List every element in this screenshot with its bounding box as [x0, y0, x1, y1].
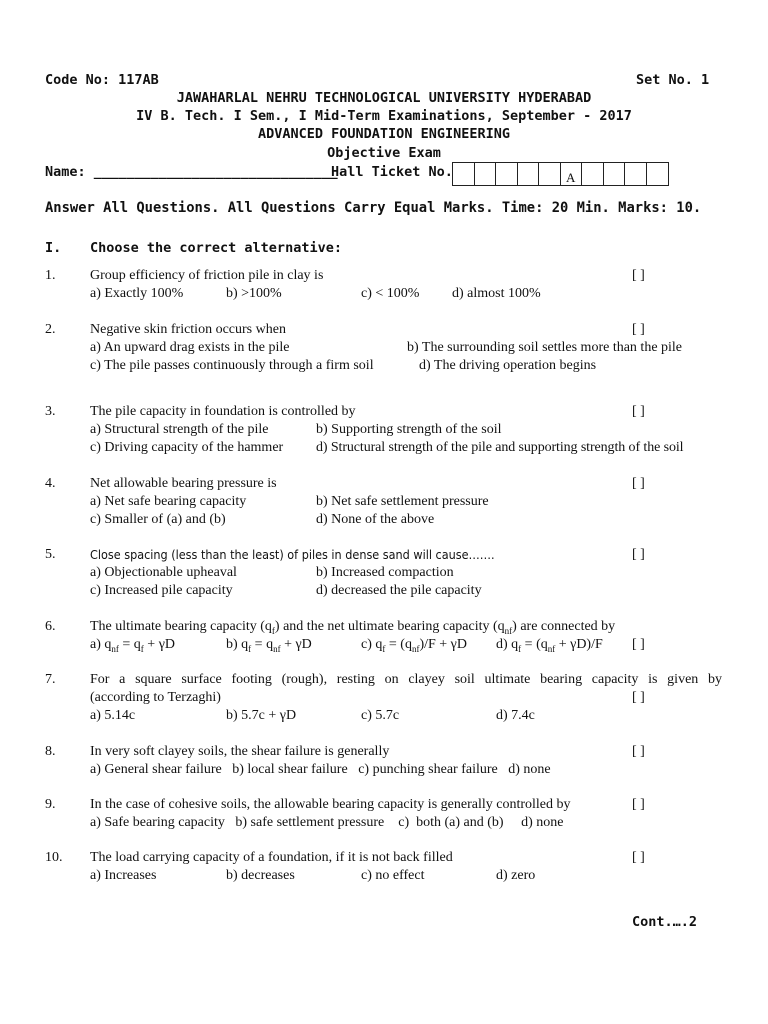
- question-text: The ultimate bearing capacity $(q_f)$ and the net ultimate bearing capacity $(q_{nf})$ are connected by: [90, 619, 616, 636]
- question-number: 7.: [45, 672, 56, 687]
- option-a: a) An upward drag exists in the pile: [90, 340, 290, 355]
- option-c: c) 5.7c: [361, 708, 400, 723]
- question-text: The load carrying capacity of a foundation, if it is not back filled: [90, 850, 453, 865]
- question-number: 5.: [45, 547, 56, 562]
- option-d: d) The driving operation begins: [419, 358, 597, 373]
- answer-bracket: [ ]: [632, 404, 645, 419]
- exam-code: Code No: 117AB: [45, 72, 159, 88]
- question-text: In very soft clayey soils, the shear failure is generally: [90, 744, 390, 759]
- question-text: For a square surface footing (rough), resting on clayey soil ultimate bearing capacity is given by: [90, 672, 722, 687]
- question-number: 2.: [45, 322, 56, 337]
- ticket-cell: [625, 163, 647, 185]
- option-d: d) 7.4c: [496, 708, 535, 723]
- option-c: c) The pile passes continuously through a firm soil: [90, 358, 374, 373]
- option-c: c) no effect: [361, 868, 425, 883]
- ticket-cell: [453, 163, 475, 185]
- option-b: b) $q_f = q_{nf} + \gamma D$: [226, 637, 312, 654]
- ticket-cell: [475, 163, 497, 185]
- continued-note: Cont.….2: [632, 914, 698, 930]
- answer-bracket: [ ]: [632, 850, 645, 865]
- answer-bracket: [ ]: [632, 322, 645, 337]
- answer-bracket: [ ]: [632, 547, 645, 562]
- question-number: 10.: [45, 850, 63, 865]
- option-d: d) decreased the pile capacity: [316, 583, 482, 598]
- question-text: In the case of cohesive soils, the allowable bearing capacity is generally controlled by: [90, 797, 571, 812]
- ticket-cell: A: [561, 163, 583, 185]
- ticket-cell: [518, 163, 540, 185]
- options-line: a) Safe bearing capacity b) safe settlement pressure c) both (a) and (b) d) none: [90, 815, 564, 830]
- option-a: a) Exactly 100%: [90, 286, 184, 301]
- option-a: a) Net safe bearing capacity: [90, 494, 247, 509]
- question-text-continued: (according to Terzaghi): [90, 690, 221, 705]
- hall-ticket-label: Hall Ticket No.: [331, 164, 453, 180]
- ticket-cell: [496, 163, 518, 185]
- subject-title: ADVANCED FOUNDATION ENGINEERING: [258, 126, 510, 142]
- option-b: b) decreases: [226, 868, 295, 883]
- answer-bracket: [ ]: [632, 476, 645, 491]
- hall-ticket-boxes: [452, 162, 669, 186]
- option-c: c) $q_f = (q_{nf})/F + \gamma D$: [361, 637, 467, 654]
- ticket-cell: [582, 163, 604, 185]
- answer-bracket: [ ]: [632, 268, 645, 283]
- option-a: a) Increases: [90, 868, 157, 883]
- option-b: b) Supporting strength of the soil: [316, 422, 502, 437]
- exam-type: Objective Exam: [327, 145, 441, 161]
- option-b: b) Net safe settlement pressure: [316, 494, 489, 509]
- question-number: 4.: [45, 476, 56, 491]
- question-number: 8.: [45, 744, 56, 759]
- option-b: b) 5.7c + γD: [226, 708, 297, 723]
- question-text: Negative skin friction occurs when: [90, 322, 286, 337]
- option-d: d) almost 100%: [452, 286, 541, 301]
- question-text: Close spacing (less than the least) of piles in dense sand will cause…….: [90, 547, 495, 562]
- option-b: b) >100%: [226, 286, 282, 301]
- set-number: Set No. 1: [636, 72, 710, 88]
- question-number: 1.: [45, 268, 56, 283]
- ticket-cell: [647, 163, 669, 185]
- question-number: 3.: [45, 404, 56, 419]
- answer-bracket: [ ]: [632, 744, 645, 759]
- answer-bracket: [ ]: [632, 690, 645, 705]
- name-field: Name: ______________________________: [45, 164, 338, 180]
- option-c: c) Increased pile capacity: [90, 583, 233, 598]
- question-text: The pile capacity in foundation is controlled by: [90, 404, 356, 419]
- option-a: a) Objectionable upheaval: [90, 565, 237, 580]
- ticket-cell: [539, 163, 561, 185]
- ticket-cell: [604, 163, 626, 185]
- exam-title: IV B. Tech. I Sem., I Mid-Term Examinations, September - 2017: [136, 108, 632, 124]
- option-a: a) Structural strength of the pile: [90, 422, 269, 437]
- section-title: Choose the correct alternative:: [90, 240, 342, 256]
- question-text: Group efficiency of friction pile in clay is: [90, 268, 324, 283]
- section-number: I.: [45, 240, 62, 256]
- option-d: d) None of the above: [316, 512, 435, 527]
- option-d: d) Structural strength of the pile and supporting strength of the soil: [316, 440, 684, 455]
- option-d: d) zero: [496, 868, 536, 883]
- option-c: c) Smaller of (a) and (b): [90, 512, 226, 527]
- option-b: b) Increased compaction: [316, 565, 454, 580]
- answer-bracket: [ ]: [632, 637, 645, 652]
- option-d: d) $q_f = (q_{nf} + \gamma D)/F$: [496, 637, 603, 654]
- option-c: c) Driving capacity of the hammer: [90, 440, 284, 455]
- option-b: b) The surrounding soil settles more than the pile: [407, 340, 683, 355]
- option-c: c) < 100%: [361, 286, 420, 301]
- instructions: Answer All Questions. All Questions Carry Equal Marks. Time: 20 Min. Marks: 10.: [45, 200, 702, 216]
- question-text: Net allowable bearing pressure is: [90, 476, 277, 491]
- option-a: a) 5.14c: [90, 708, 136, 723]
- question-number: 6.: [45, 619, 56, 634]
- answer-bracket: [ ]: [632, 797, 645, 812]
- options-line: a) General shear failure b) local shear failure c) punching shear failure d) none: [90, 762, 551, 777]
- option-a: a) $q_{nf} = q_f + \gamma D$: [90, 637, 175, 654]
- question-number: 9.: [45, 797, 56, 812]
- university-name: JAWAHARLAL NEHRU TECHNOLOGICAL UNIVERSITY HYDERABAD: [176, 90, 592, 106]
